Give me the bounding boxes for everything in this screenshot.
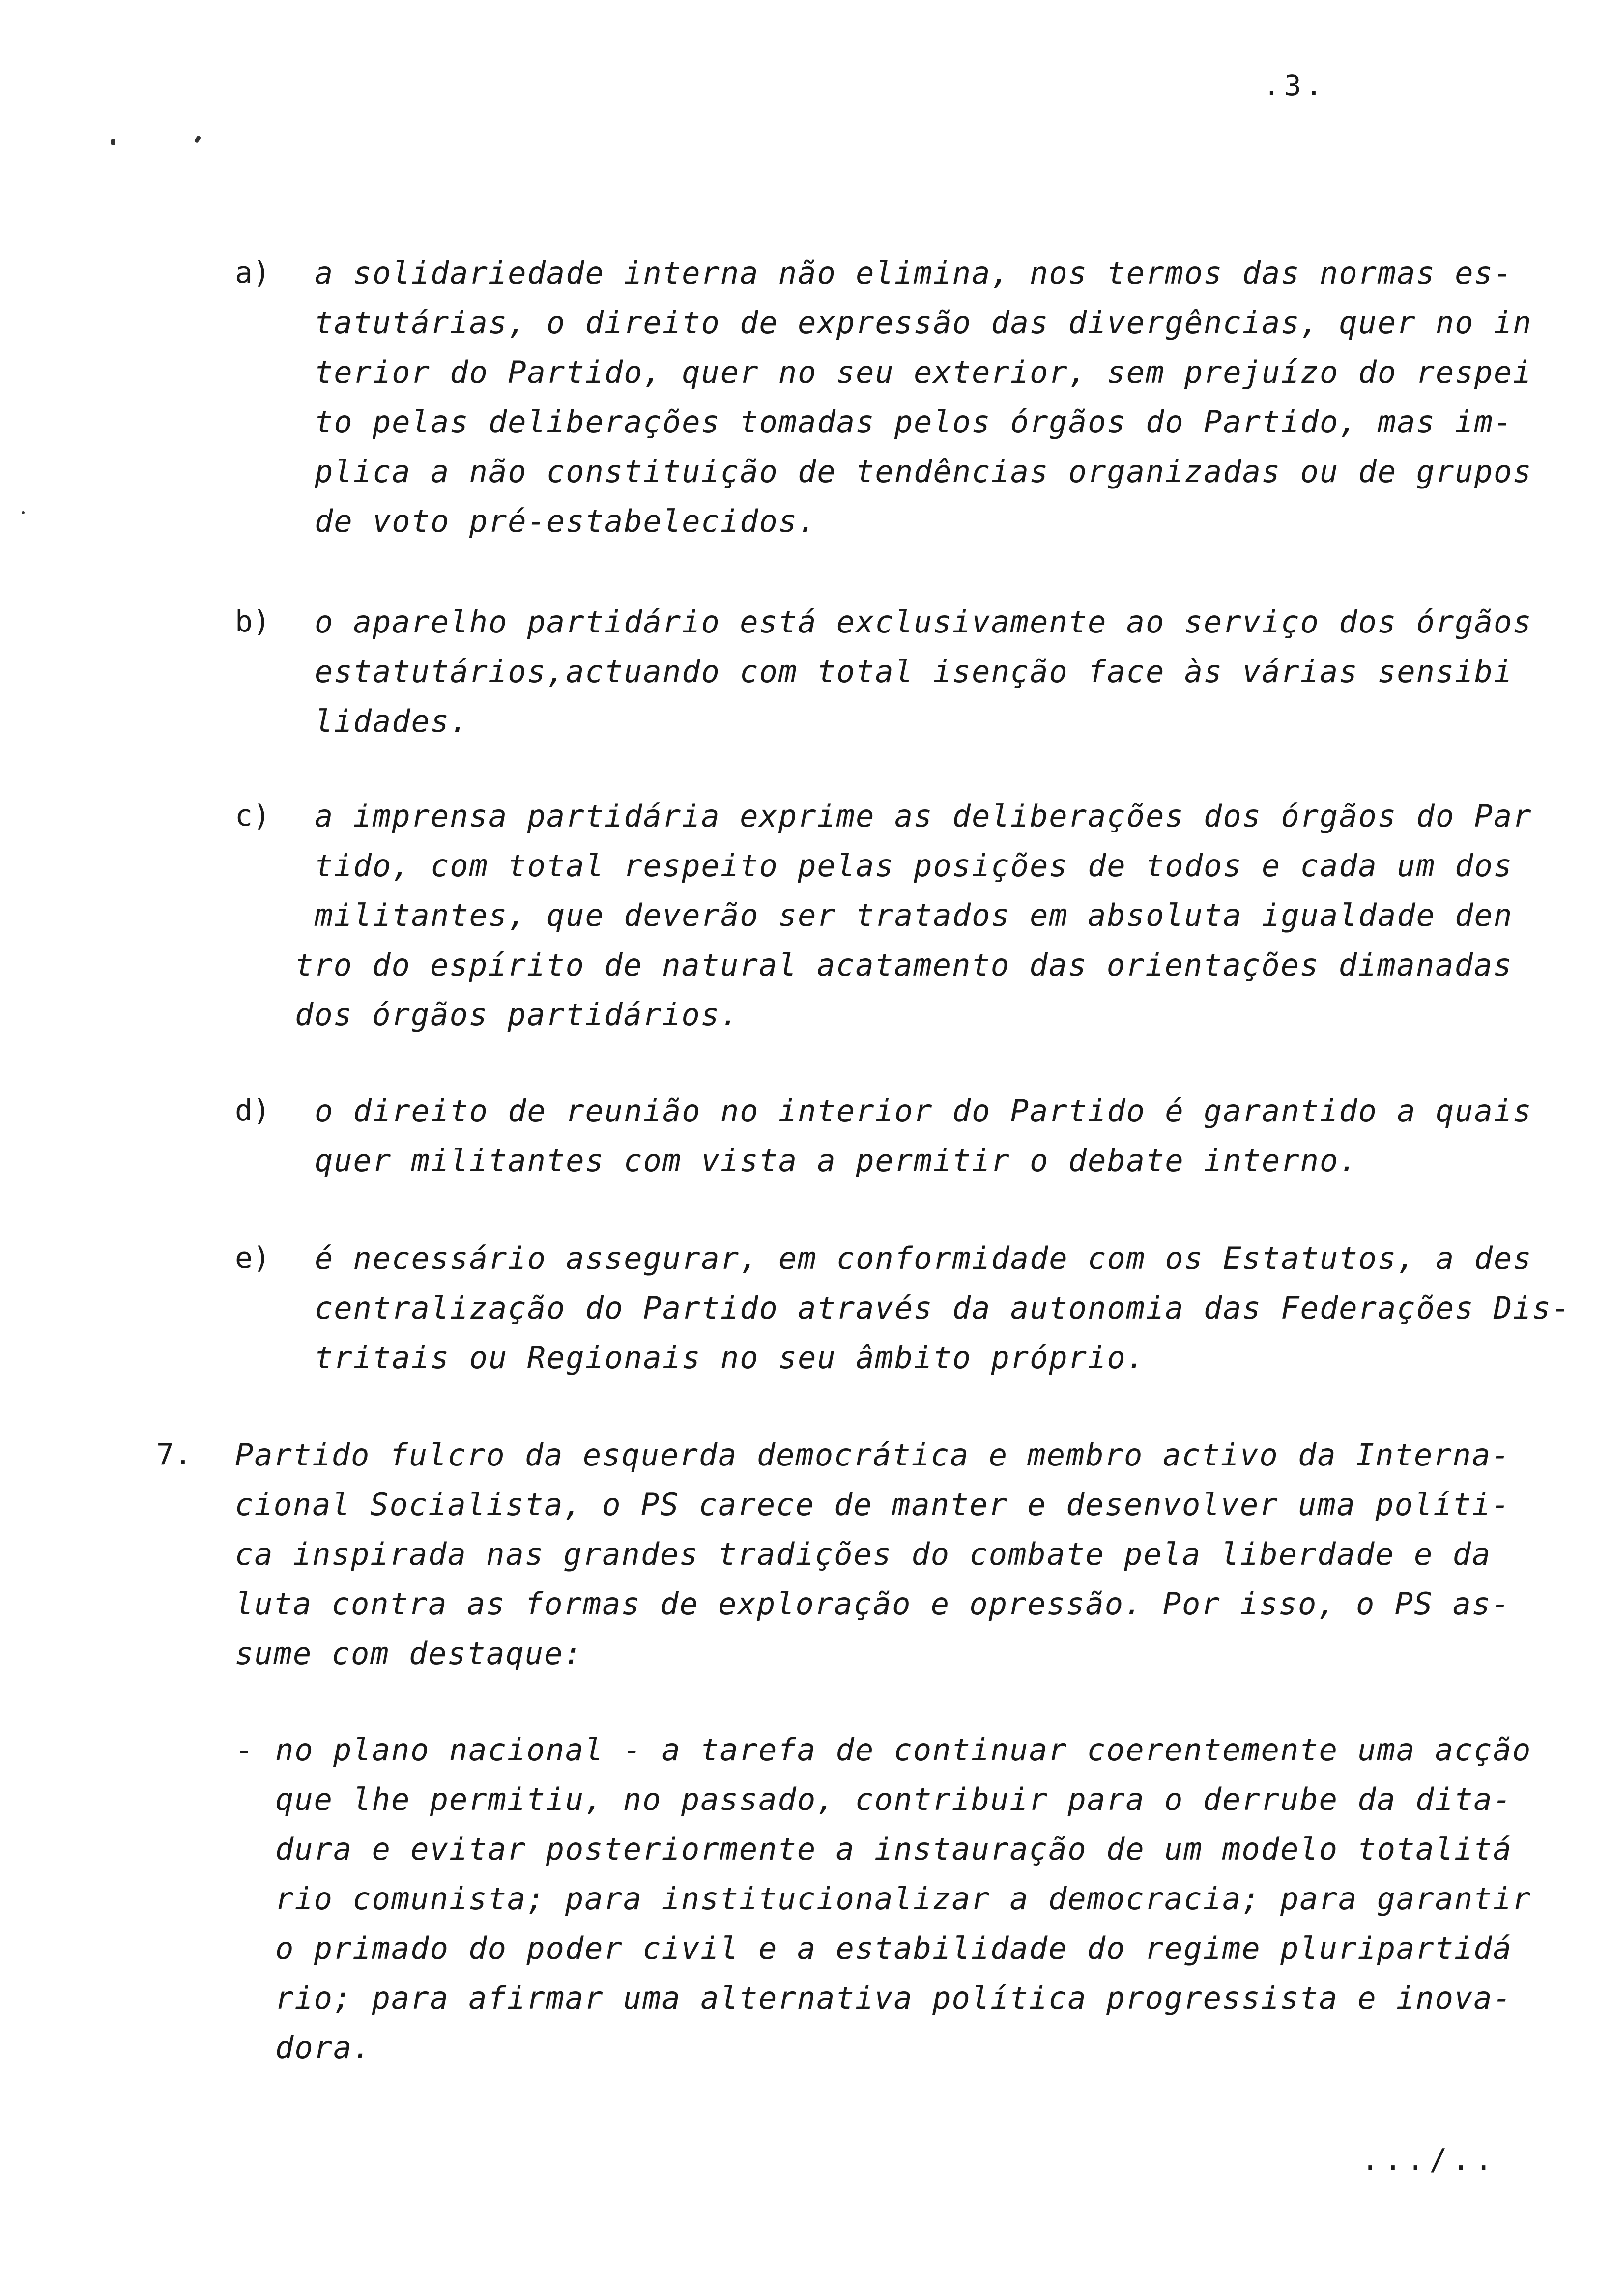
text-line: to pelas deliberações tomadas pelos órgãos do Partido, mas im- [315,404,1513,440]
item-c [295,791,1612,1039]
item-label-e: e) [235,1241,271,1275]
item-label-c: c) [235,799,271,833]
text-line: cional Socialista, o PS carece de manter e desenvolver uma políti- [235,1487,1511,1522]
text-line: é necessário assegurar, em conformidade com os Estatutos, a des [315,1240,1532,1276]
text-line: a solidariedade interna não elimina, nos termos das normas es- [315,255,1513,291]
text-line: rio comunista; para institucionalizar a democracia; para garantir [275,1881,1532,1917]
text-line: ca inspirada nas grandes tradições do combate pela liberdade e da [235,1536,1492,1572]
text-line: lidades. [315,703,469,739]
text-line: estatutários,actuando com total isenção face às várias sensibi [315,654,1513,689]
text-line: o aparelho partidário está exclusivamente ao serviço dos órgãos [315,604,1532,640]
bullet-item [275,1725,1563,2072]
page-number: .3. [1263,69,1326,102]
text-line: que lhe permitiu, no passado, contribuir para o derrube da dita- [275,1781,1512,1817]
text-line: no plano nacional - a tarefa de continuar coerentemente uma acção [275,1732,1532,1768]
item-e [315,1234,1612,1382]
item-d [315,1086,1612,1185]
scan-mark [111,139,115,145]
text-line: Partido fulcro da esquerda democrática e membro activo da Interna- [235,1437,1511,1473]
text-line: tritais ou Regionais no seu âmbito próprio. [315,1340,1146,1376]
section-number: 7. [156,1437,192,1472]
continuation-mark: .../.. [1361,2143,1497,2177]
text-line: de voto pré-estabelecidos. [315,503,817,539]
text-line: a imprensa partidária exprime as deliberações dos órgãos do Par [315,798,1532,834]
text-line: centralização do Partido através da autonomia das Federações Dis- [315,1290,1571,1326]
text-line: luta contra as formas de exploração e opressão. Por isso, o PS as- [235,1586,1511,1622]
text-line: dora. [275,2030,372,2066]
text-line: dura e evitar posteriormente a instauração de um modelo totalitá [275,1831,1512,1867]
text-line: rio; para afirmar uma alternativa política progressista e inova- [275,1980,1512,2016]
section-7 [235,1430,1562,1678]
scan-mark [194,135,202,143]
text-line: tido, com total respeito pelas posições de todos e cada um dos [315,848,1513,884]
text-line: o primado do poder civil e a estabilidade do regime pluripartidá [275,1930,1512,1966]
item-label-a: a) [235,256,271,290]
item-label-b: b) [235,604,271,639]
text-line: tatutárias, o direito de expressão das divergências, quer no in [315,305,1532,341]
bullet-marker: - [235,1732,254,1768]
text-line: militantes, que deverão ser tratados em absoluta igualdade den [315,897,1513,933]
text-line: o direito de reunião no interior do Partido é garantido a quais [315,1093,1532,1129]
item-a [315,248,1612,546]
text-line: tro do espírito de natural acatamento das orientações dimanadas [295,947,1513,983]
text-line: sume com destaque: [235,1636,583,1671]
item-label-d: d) [235,1093,271,1128]
item-b [315,597,1612,746]
text-line: plica a não constituição de tendências organizadas ou de grupos [315,454,1532,489]
text-line: dos órgãos partidários. [295,997,740,1033]
scan-mark [22,511,25,514]
text-line: terior do Partido, quer no seu exterior, sem prejuízo do respei [315,354,1532,390]
text-line: quer militantes com vista a permitir o debate interno. [315,1143,1358,1178]
